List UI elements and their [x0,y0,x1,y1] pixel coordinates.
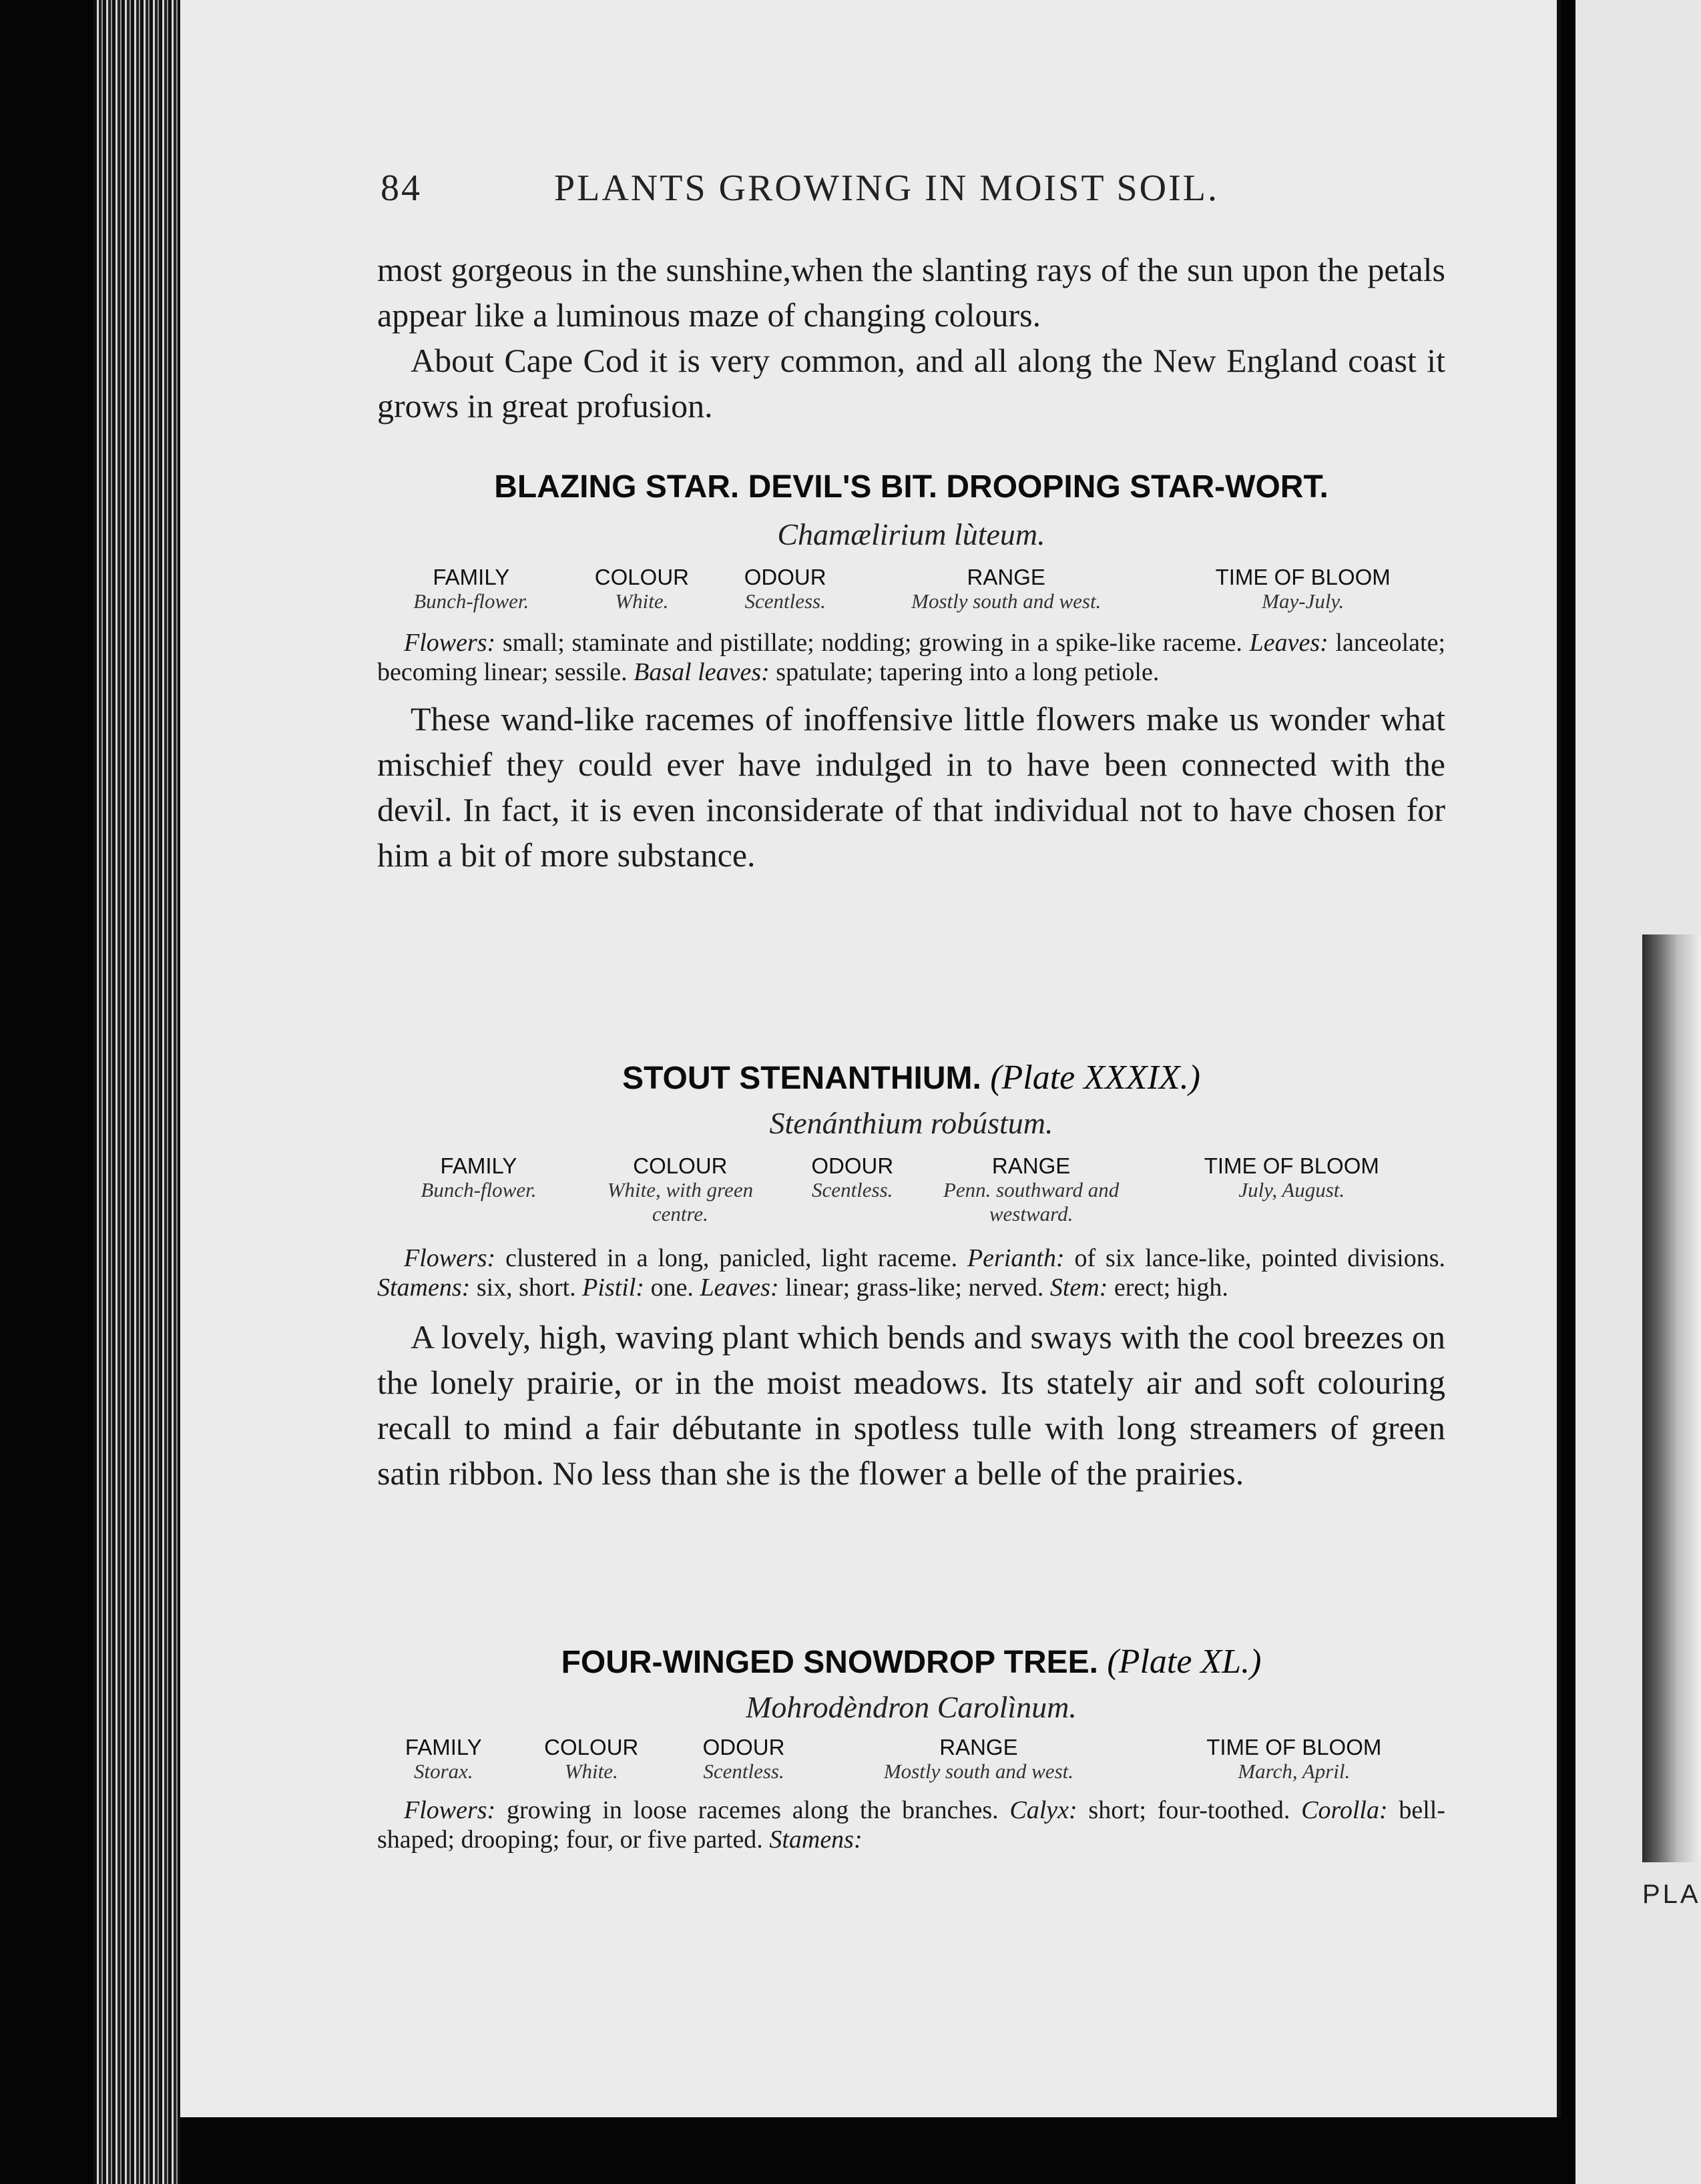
flowers-text: small; staminate and pistillate; nodding; growing in a spike-like raceme. [502,629,1242,657]
family-label: FAMILY [405,1735,482,1759]
basal-leaves-label: Basal leaves: [634,658,770,686]
bloom-value: July, August. [1238,1178,1345,1201]
intro-line-2: About Cape Cod it is very common, and all along the New England coast it grows in great profusion. [377,342,1445,425]
page-number: 84 [381,168,422,209]
entry-heading [377,1058,1445,1099]
info-table [377,1154,1445,1226]
bloom-value: March, April. [1238,1759,1351,1783]
bloom-label: TIME OF BLOOM [1204,1153,1379,1178]
stem-label: Stem: [1049,1274,1108,1302]
botanical-description [377,628,1445,687]
plate-photograph [1642,934,1701,1862]
perianth-label: Perianth: [967,1244,1065,1272]
running-title: PLANTS GROWING IN MOIST SOIL. [554,168,1219,209]
entry-title: STOUT STENANTHIUM. [622,1061,981,1096]
leaves-text: linear; grass-like; nerved. [785,1274,1044,1302]
info-table [377,565,1445,613]
basal-leaves-text: spatulate; tapering into a long petiole. [776,658,1160,686]
entry-stout-stenanthium [377,1058,1445,1496]
flowers-text: clustered in a long, panicled, light raceme. [505,1244,958,1272]
range-value: Penn. southward and westward. [943,1178,1120,1225]
odour-value: Scentless. [703,1759,784,1783]
colour-label: COLOUR [544,1735,639,1759]
latin-name: Stenánthium robústum. [769,1106,1053,1140]
entry-body [377,1314,1445,1496]
corolla-text: bell-shaped; drooping; four, or five parted. [377,1796,1445,1854]
entry-title: FOUR-WINGED SNOWDROP TREE. [561,1645,1099,1680]
entry-heading [377,1642,1445,1683]
stamens-label: Stamens: [377,1274,471,1302]
info-table [377,1735,1445,1784]
leaves-label: Leaves: [1249,629,1328,657]
odour-label: ODOUR [702,1735,785,1759]
entry-blazing-star [377,467,1445,878]
range-value: Mostly south and west. [883,1759,1073,1783]
range-label: RANGE [967,565,1045,589]
colour-value: White. [564,1759,618,1783]
book-spine-shadow [0,0,93,2184]
intro-text [377,247,1445,429]
stamens-text: six, short. [476,1274,576,1302]
family-value: Bunch-flower. [413,589,529,613]
odour-label: ODOUR [811,1153,894,1178]
bloom-label: TIME OF BLOOM [1206,1735,1382,1759]
flowers-text: growing in loose racemes along the branches. [506,1796,999,1824]
entry-body [377,696,1445,878]
leaves-text: lanceolate; becoming linear; sessile. [377,629,1446,686]
range-value: Mostly south and west. [911,589,1102,613]
calyx-text: short; four-toothed. [1088,1796,1290,1824]
latin-name: Chamælirium lùteum. [777,517,1045,551]
pistil-label: Pistil: [582,1274,645,1302]
flowers-label: Flowers: [404,1796,496,1824]
range-label: RANGE [991,1153,1071,1178]
odour-value: Scentless. [744,589,826,613]
odour-label: ODOUR [744,565,826,589]
odour-value: Scentless. [812,1178,893,1201]
entry-paragraph: A lovely, high, waving plant which bends and sways with the cool breezes on the lonely prairie, or in the moist meadows. Its stately air and soft colouring recall to mind a fair débutante in spotless tulle with long streamers of green satin ribbon. No less than she is the flower a belle of the prairies. [377,1318,1445,1492]
colour-label: COLOUR [594,565,689,589]
colour-value: White. [615,589,669,613]
facing-plate-page [1575,0,1701,2184]
plate-reference: (Plate XXXIX.) [990,1059,1200,1097]
colour-value: White, with green centre. [607,1178,754,1225]
range-label: RANGE [939,1735,1018,1759]
plate-label: PLA [1642,1880,1701,1909]
corolla-label: Corolla: [1301,1796,1388,1824]
flowers-label: Flowers: [404,629,496,657]
calyx-label: Calyx: [1009,1796,1077,1824]
botanical-description [377,1244,1445,1302]
gutter [1561,0,1575,2184]
colour-label: COLOUR [633,1153,728,1178]
family-label: FAMILY [433,565,510,589]
family-value: Storax. [414,1759,473,1783]
bloom-label: TIME OF BLOOM [1215,565,1391,589]
pistil-text: one. [650,1274,694,1302]
family-value: Bunch-flower. [421,1178,537,1201]
botanical-description [377,1796,1445,1854]
entry-paragraph: These wand-like racemes of inoffensive little flowers make us wonder what mischief they could ever have indulged in to have been connected with the devil. In fact, it is even inconsiderate of that individual not to have chosen for him a bit of more substance. [377,700,1445,874]
page-edges [93,0,187,2184]
perianth-text: of six lance-like, pointed divisions. [1074,1244,1446,1272]
bloom-value: May-July. [1262,589,1345,613]
plate-reference: (Plate XL.) [1107,1643,1262,1681]
entry-four-winged-snowdrop-tree [377,1642,1445,1854]
page-bottom-shadow [180,2117,1562,2184]
stem-text: erect; high. [1114,1274,1228,1302]
family-label: FAMILY [440,1153,517,1178]
entry-heading: BLAZING STAR. DEVIL'S BIT. DROOPING STAR-WORT. [494,469,1328,505]
intro-line-1: most gorgeous in the sunshine,when the slanting rays of the sun upon the petals appear like a luminous maze of changing colours. [377,251,1445,334]
stamens-label: Stamens: [769,1826,863,1854]
leaves-label: Leaves: [700,1274,779,1302]
latin-name: Mohrodèndron Carolìnum. [746,1690,1077,1724]
flowers-label: Flowers: [404,1244,496,1272]
